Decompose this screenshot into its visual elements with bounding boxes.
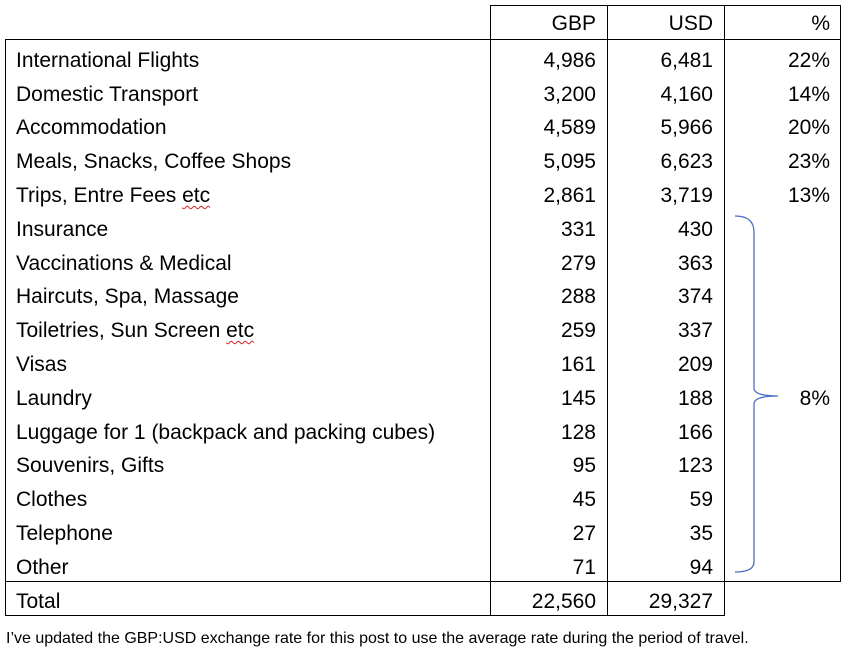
row-usd: 6,623 [660,150,713,173]
row-label-text: Trips, Entre Fees [16,184,183,207]
row-label: Vaccinations & Medical [16,252,232,275]
row-label: Other [16,556,69,579]
row-usd: 337 [677,319,713,342]
total-usd: 29,327 [648,590,713,613]
row-gbp: 27 [572,522,596,545]
row-usd: 123 [677,454,713,477]
row-label: International Flights [16,49,200,72]
row-gbp: 95 [572,454,596,477]
total-gbp: 22,560 [531,590,596,613]
row-label: Luggage for 1 (backpack and packing cubes) [16,421,436,444]
row-label: Insurance [16,218,109,241]
row-gbp: 145 [560,387,596,410]
row-usd: 6,481 [660,49,713,72]
row-usd: 166 [677,421,713,444]
row-gbp: 279 [560,252,596,275]
row-usd: 35 [689,522,713,545]
total-label: Total [16,590,61,613]
exchange-rate-note: I’ve updated the GBP:USD exchange rate for this post to use the average rate during the period of travel. [6,630,749,647]
row-usd: 374 [677,285,713,308]
row-gbp: 3,200 [543,83,596,106]
row-usd: 209 [677,353,713,376]
row-usd: 94 [689,556,713,579]
grouped-pct: 8% [799,387,830,410]
row-usd: 363 [677,252,713,275]
spellcheck-flagged-word: etc [226,319,255,342]
row-pct: 23% [787,150,830,173]
row-label: Clothes [16,488,88,511]
row-usd: 3,719 [660,184,713,207]
row-label-text: Toiletries, Sun Screen [16,319,227,342]
row-usd: 430 [677,218,713,241]
row-gbp: 2,861 [543,184,596,207]
row-label: Haircuts, Spa, Massage [16,285,239,308]
row-gbp: 288 [560,285,596,308]
row-pct: 14% [787,83,830,106]
row-gbp: 331 [560,218,596,241]
header-gbp: GBP [551,12,596,35]
header-pct: % [811,12,830,35]
header-usd: USD [668,12,713,35]
row-label: Souvenirs, Gifts [16,454,165,477]
row-pct: 22% [787,49,830,72]
row-label: Telephone [16,522,113,545]
row-label: Accommodation [16,116,167,139]
row-usd: 59 [689,488,713,511]
spellcheck-flagged-word: etc [182,184,211,207]
row-pct: 20% [787,116,830,139]
row-gbp: 4,589 [543,116,596,139]
row-label: Meals, Snacks, Coffee Shops [16,150,292,173]
row-gbp: 259 [560,319,596,342]
row-pct: 13% [787,184,830,207]
row-gbp: 161 [560,353,596,376]
row-label: Visas [16,353,67,376]
row-usd: 5,966 [660,116,713,139]
row-label: Domestic Transport [16,83,199,106]
row-gbp: 71 [572,556,596,579]
brace-path [735,216,778,572]
row-gbp: 128 [560,421,596,444]
row-usd: 4,160 [660,83,713,106]
row-gbp: 45 [572,488,596,511]
row-gbp: 4,986 [543,49,596,72]
row-usd: 188 [677,387,713,410]
row-label: Laundry [16,387,92,410]
row-gbp: 5,095 [543,150,596,173]
